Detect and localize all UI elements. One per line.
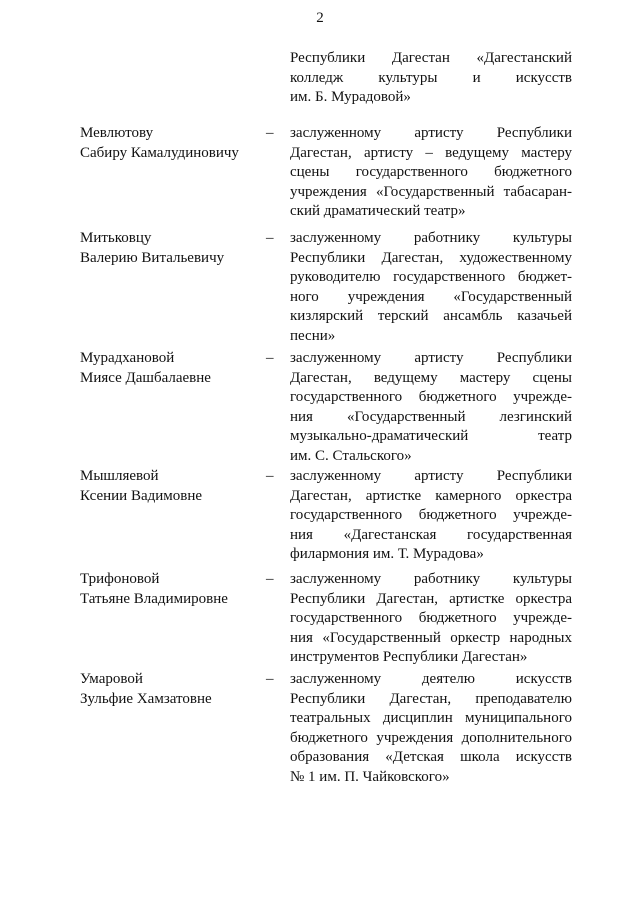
text-line: заслуженному деятелю искусств <box>290 671 572 687</box>
text-line: заслуженному работнику культуры <box>290 230 572 246</box>
text-line: ский драматический театр» <box>290 203 466 219</box>
text-line: ния «Дагестанская государственная <box>290 526 572 543</box>
text-line: образования «Детская школа искусств <box>290 749 572 765</box>
text-line: им. С. Стальского» <box>290 447 412 464</box>
text-line: колледж культуры и искусств <box>290 69 572 86</box>
recipient-name <box>80 229 260 268</box>
recipient-name <box>80 124 260 163</box>
text-line: Дагестан, артисту – ведущему мастеру <box>290 144 572 161</box>
recipient-surname: Мышляевой <box>80 468 159 484</box>
recipient-description <box>290 229 572 346</box>
text-line: ного учреждения «Государственный <box>290 288 572 305</box>
text-line: Дагестан, артистке камерного оркестра <box>290 487 572 504</box>
recipient-description <box>290 349 572 466</box>
text-line: им. Б. Мурадовой» <box>290 89 411 105</box>
text-line: учреждения «Государственный табасаран- <box>290 183 572 200</box>
recipient-description <box>290 124 572 222</box>
dash-separator: – <box>266 571 274 587</box>
text-line: заслуженному артисту Республики <box>290 350 572 366</box>
recipient-surname: Трифоновой <box>80 571 160 587</box>
recipient-name <box>80 670 260 709</box>
text-line: филармония им. Т. Мурадова» <box>290 546 484 562</box>
recipient-name <box>80 349 260 388</box>
text-line: театральных дисциплин муниципального <box>290 710 572 726</box>
recipient-surname: Мурадхановой <box>80 350 175 366</box>
recipient-given-name: Зульфие Хамзатовне <box>80 690 212 707</box>
text-line: государственного бюджетного учрежде- <box>290 610 572 626</box>
text-line: кизлярский терский ансамбль казачьей <box>290 308 572 324</box>
recipient-name <box>80 570 260 609</box>
page-number: 2 <box>316 10 324 26</box>
recipient-given-name: Татьяне Владимировне <box>80 590 228 607</box>
text-line: бюджетного учреждения дополнительного <box>290 729 572 746</box>
text-line: руководителю государственного бюджет- <box>290 269 572 285</box>
dash-separator: – <box>266 671 274 687</box>
recipient-description <box>290 670 572 787</box>
text-line: Республики Дагестан, артистке оркестра <box>290 590 572 607</box>
recipient-surname: Мевлютову <box>80 125 154 141</box>
text-line: государственного бюджетного учрежде- <box>290 389 572 405</box>
recipient-given-name: Валерию Витальевичу <box>80 249 225 266</box>
text-line: заслуженному работнику культуры <box>290 571 572 587</box>
text-line: Дагестан, ведущему мастеру сцены <box>290 369 572 386</box>
recipient-description <box>290 570 572 668</box>
text-line: музыкально-драматический театр <box>290 428 572 444</box>
text-line: ния «Государственный оркестр народных <box>290 629 572 646</box>
dash-separator: – <box>266 125 274 141</box>
recipient-given-name: Миясе Дашбалаевне <box>80 369 211 386</box>
text-line: Республики Дагестан, художественному <box>290 249 572 266</box>
text-line: инструментов Республики Дагестан» <box>290 649 528 665</box>
recipient-given-name: Ксении Вадимовне <box>80 487 203 504</box>
text-line: заслуженному артисту Республики <box>290 125 572 141</box>
recipient-surname: Митьковцу <box>80 230 152 246</box>
dash-separator: – <box>266 230 274 246</box>
text-line: заслуженному артисту Республики <box>290 468 572 484</box>
text-line: государственного бюджетного учрежде- <box>290 507 572 523</box>
dash-separator: – <box>266 468 274 484</box>
text-line: ния «Государственный лезгинский <box>290 408 572 425</box>
recipient-given-name: Сабиру Камалудиновичу <box>80 144 239 161</box>
dash-separator: – <box>266 350 274 366</box>
continuation-text <box>290 49 572 108</box>
text-line: Республики Дагестан «Дагестанский <box>290 50 572 66</box>
recipient-description <box>290 467 572 565</box>
text-line: сцены государственного бюджетного <box>290 164 572 180</box>
text-line: Республики Дагестан, преподавателю <box>290 690 572 707</box>
recipient-surname: Умаровой <box>80 671 143 687</box>
text-line: песни» <box>290 327 336 344</box>
recipient-name <box>80 467 260 506</box>
text-line: № 1 им. П. Чайковского» <box>290 768 450 785</box>
